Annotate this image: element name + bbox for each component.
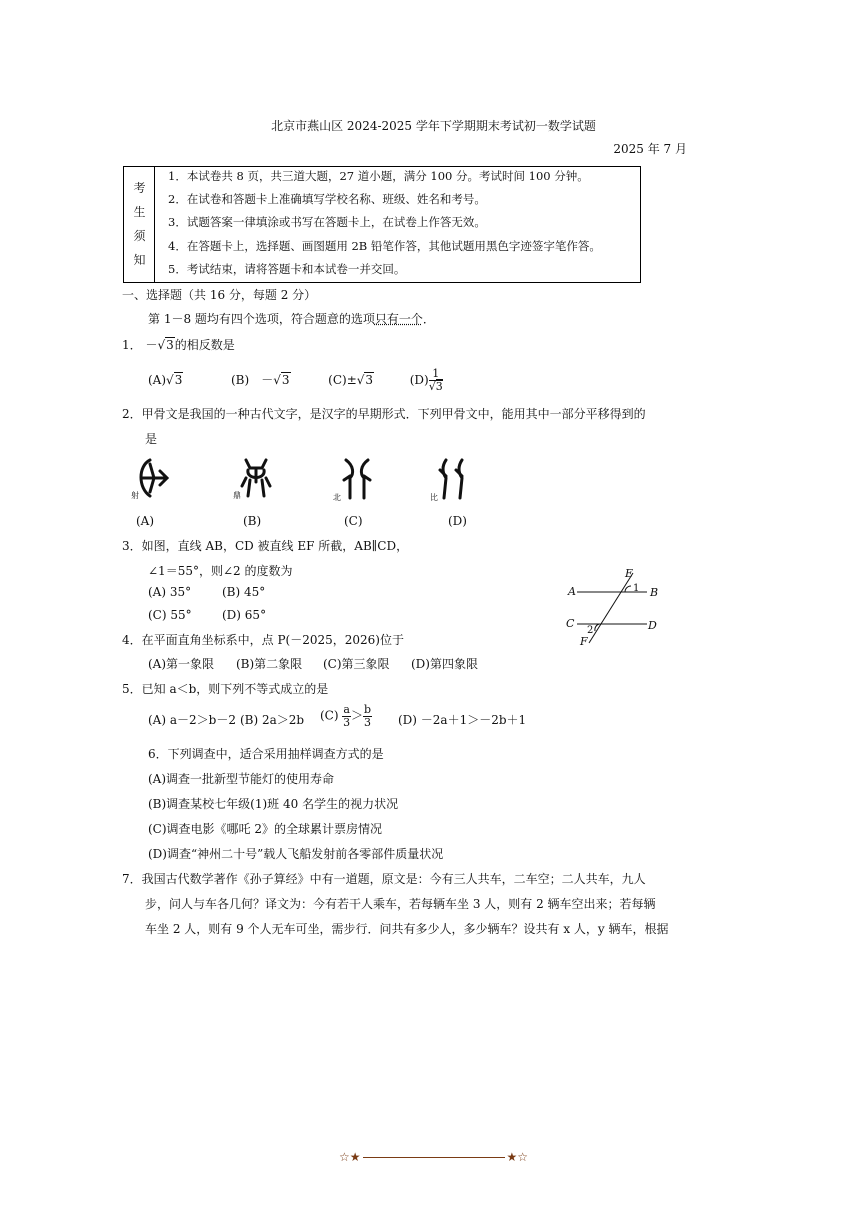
q1-option-b: (B) －√3 — [230, 372, 290, 387]
q5-option-d: (D) －2a＋1＞－2b＋1 — [398, 713, 527, 727]
q7-number: 7． — [122, 872, 142, 886]
q2-option-b: (B) — [243, 514, 262, 528]
q7-line1: 我国古代数学著作《孙子算经》中有一道题，原文是：今有三人共车，二车空；二人共车，九人 — [141, 872, 646, 886]
figure-label-f: F — [580, 635, 588, 648]
parallel-lines-figure — [565, 565, 665, 650]
notice-item: 2．在试卷和答题卡上准确填写学校名称、班级、姓名和考号。 — [168, 192, 486, 206]
figure-angle-1: 1 — [633, 583, 640, 594]
oracle-char-bi-icon — [436, 456, 470, 502]
q1-options — [148, 368, 443, 392]
q1-option-b-prefix: － — [261, 372, 274, 387]
exam-date: 2025 年 7 月 — [613, 142, 687, 156]
q1-prefix: － — [145, 338, 158, 352]
q4-option-b: (B)第二象限 — [236, 657, 303, 671]
q4-option-c: (C)第三象限 — [323, 657, 390, 671]
q3-number: 3． — [122, 539, 142, 553]
notice-label-char: 考 — [133, 181, 146, 195]
oracle-char-bei-icon — [340, 456, 374, 502]
q3-option-b: (B) 45° — [222, 585, 266, 599]
q2-number: 2． — [122, 407, 142, 421]
q3-option-a: (A) 35° — [148, 585, 192, 599]
q6-option-a: (A)调查一批新型节能灯的使用寿命 — [148, 772, 335, 786]
figure-label-c: C — [566, 617, 575, 630]
q3-option-d: (D) 65° — [222, 608, 267, 622]
q2-line2: 是 — [145, 432, 158, 446]
q7-line2: 步，问人与车各几何？译文为：今有若干人乘车，若每辆车坐 3 人，则有 2 辆车空出来；若每辆 — [145, 897, 656, 911]
question-6: 6．下列调查中，适合采用抽样调查方式的是 — [148, 747, 384, 761]
q2-option-a: (A) — [136, 514, 155, 528]
q5-number: 5． — [122, 682, 142, 696]
q1-radicand: 3 — [166, 338, 174, 352]
notice-label-char: 须 — [133, 229, 146, 243]
q4-option-d: (D)第四象限 — [411, 657, 478, 671]
footer-rule — [363, 1157, 505, 1158]
q1-sqrt: √3 — [157, 338, 174, 352]
q1-text: 的相反数是 — [174, 338, 235, 352]
figure-angle-2: 2 — [587, 625, 594, 636]
section-heading: 一、选择题（共 16 分，每题 2 分） — [122, 288, 317, 302]
question-1 — [122, 336, 235, 353]
notice-item: 3．试题答案一律填涂或书写在答题卡上，在试卷上作答无效。 — [168, 215, 486, 229]
footer-left-stars: ☆★ — [338, 1150, 361, 1164]
q5-option-c-left: $\frac{a}{3}$ — [343, 703, 351, 729]
q3-option-c: (C) 55° — [148, 608, 192, 622]
notice-label — [124, 167, 155, 282]
q5-option-c-label: (C) — [320, 708, 339, 723]
q4-number: 4． — [122, 633, 142, 647]
q6-option-b: (B)调查某校七年级(1)班 40 名学生的视力状况 — [148, 797, 399, 811]
exam-title: 北京市燕山区 2024-2025 学年下学期期末考试初一数学试题 — [271, 119, 596, 133]
q7-line3: 车坐 2 人，则有 9 个人无车可坐，需步行．问共有多少人，多少辆车？设共有 x 人，y 辆车，根据 — [145, 922, 669, 936]
q1-option-d: (D) $\frac{1}{√3}$ — [409, 367, 443, 393]
notice-label-char: 生 — [133, 205, 146, 219]
section-instruction — [148, 310, 435, 327]
footer-ornament — [0, 1150, 867, 1164]
instruction-emphasis: 只有一个 — [374, 312, 423, 326]
q2-line1: 甲骨文是我国的一种古代文字，是汉字的早期形式．下列甲骨文中，能用其中一部分平移得到的 — [141, 407, 646, 421]
oracle-label-c: 北 — [333, 493, 341, 502]
q2-option-c: (C) — [344, 514, 363, 528]
q1-number: 1． — [122, 338, 142, 352]
notice-item: 4．在答题卡上，选择题、画图题用 2B 铅笔作答，其他试题用黑色字迹签字笔作答。 — [168, 239, 601, 253]
q1-option-a: (A)√3 — [148, 372, 183, 387]
q5-option-a: (A) a－2＞b－2 — [148, 713, 236, 727]
notice-item: 1．本试卷共 8 页，共三道大题，27 道小题，满分 100 分。考试时间 100 分钟。 — [168, 169, 589, 183]
oracle-label-d: 比 — [430, 493, 438, 502]
notice-box — [123, 166, 641, 283]
oracle-label-a: 射 — [131, 491, 139, 500]
figure-label-b: B — [650, 586, 659, 599]
q3-line2: ∠1＝55°，则∠2 的度数为 — [148, 564, 293, 578]
question-5 — [122, 680, 328, 697]
question-7 — [122, 870, 646, 887]
notice-label-char: 知 — [133, 253, 146, 267]
q6-option-c: (C)调查电影《哪吒 2》的全球累计票房情况 — [148, 822, 382, 836]
q5-option-b: (B) 2a＞2b — [240, 713, 305, 727]
q4-option-a: (A)第一象限 — [148, 657, 215, 671]
q3-line1: 如图，直线 AB，CD 被直线 EF 所截，AB∥CD， — [141, 539, 409, 553]
q4-text: 在平面直角坐标系中，点 P(－2025，2026)位于 — [141, 633, 404, 647]
q2-option-d: (D) — [448, 514, 467, 528]
figure-label-e: E — [625, 567, 634, 580]
notice-item: 5．考试结束，请将答题卡和本试卷一并交回。 — [168, 262, 406, 276]
question-4 — [122, 631, 404, 648]
question-3 — [122, 537, 408, 554]
q5-option-c-right: $\frac{b}{3}$ — [363, 703, 371, 729]
footer-right-stars: ★☆ — [506, 1150, 529, 1164]
question-2 — [122, 405, 646, 422]
q5-text: 已知 a＜b，则下列不等式成立的是 — [141, 682, 329, 696]
instruction-prefix: 第 1－8 题均有四个选项，符合题意的选项 — [148, 312, 375, 326]
instruction-suffix: ． — [422, 312, 435, 326]
figure-label-d: D — [648, 619, 657, 632]
q1-option-c: (C)±√3 — [328, 372, 374, 387]
figure-label-a: A — [568, 585, 576, 598]
oracle-label-b: 鼎 — [233, 491, 241, 500]
q5-option-c-op: ＞ — [350, 708, 363, 723]
q5-option-c — [320, 704, 372, 728]
q6-option-d: (D)调查“神州二十号”载人飞船发射前各零部件质量状况 — [148, 847, 444, 861]
oracle-char-ding-icon — [238, 456, 274, 500]
